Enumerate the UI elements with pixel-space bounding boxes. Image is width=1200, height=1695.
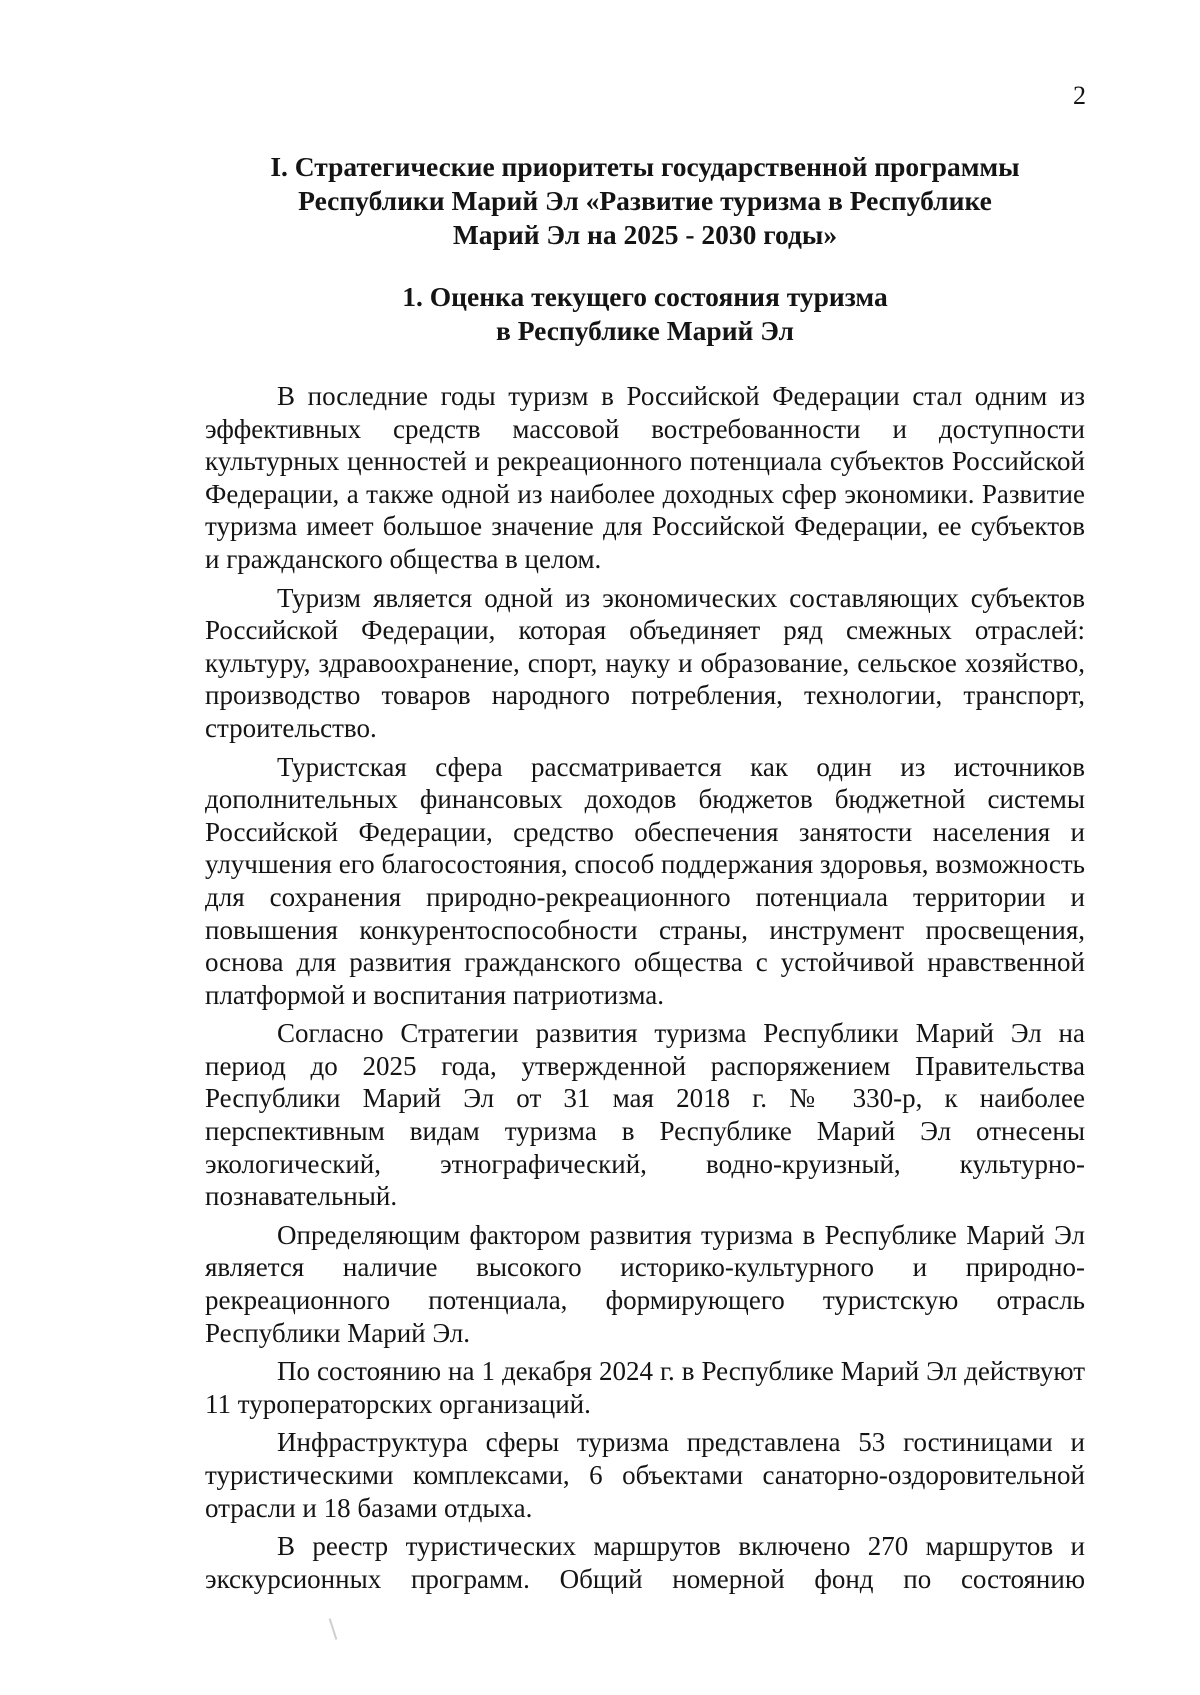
subsection-title-line: в Республике Марий Эл [495, 315, 794, 346]
paragraph: По состоянию на 1 декабря 2024 г. в Республике Марий Эл действуют 11 туроператорских организаций. [205, 1356, 1085, 1419]
paragraph: Определяющим фактором развития туризма в Республике Марий Эл является наличие высокого историко-культурного и природно-рекреационного потенциала, формирующего туристскую отрасль Республики Марий Эл. [205, 1219, 1085, 1348]
paragraph: В реестр туристических маршрутов включено 270 маршрутов и экскурсионных программ. Общий номерной фонд по состоянию [205, 1531, 1085, 1594]
paragraph: Туристская сфера рассматривается как один из источников дополнительных финансовых доходов бюджетов бюджетной системы Российской Федерации, средство обеспечения занятости населения и улучшения его благосостояния, способ поддержания здоровья, возможность для сохранения природно-рекреационного потенциала территории и повышения конкурентоспособности страны, инструмент просвещения, основа для развития гражданского общества с устойчивой нравственной платформой и воспитания патриотизма. [205, 751, 1085, 1010]
section-title [205, 150, 1085, 252]
section-title-line: Республики Марий Эл «Развитие туризма в Республике [298, 185, 992, 216]
subsection-title [205, 280, 1085, 348]
paragraph: Согласно Стратегии развития туризма Республики Марий Эл на период до 2025 года, утвержденной распоряжением Правительства Республики Марий Эл от 31 мая 2018 г. № 330-р, к наиболее перспективным видам туризма в Республике Марий Эл отнесены экологический, этнографический, водно-круизный, культурно-познавательный. [205, 1018, 1085, 1212]
scan-artifact [329, 1618, 338, 1640]
paragraph: В последние годы туризм в Российской Федерации стал одним из эффективных средств массовой востребованности и доступности культурных ценностей и рекреационного потенциала субъектов Российской Федерации, а также одной из наиболее доходных сфер экономики. Развитие туризма имеет большое значение для Российской Федерации, ее субъектов и гражданского общества в целом. [205, 381, 1085, 574]
page-number: 2 [1073, 81, 1086, 110]
subsection-title-line: 1. Оценка текущего состояния туризма [402, 281, 888, 312]
paragraph: Туризм является одной из экономических составляющих субъектов Российской Федерации, которая объединяет ряд смежных отраслей: культуру, здравоохранение, спорт, науку и образование, сельское хозяйство, производство товаров народного потребления, технологии, транспорт, строительство. [205, 582, 1085, 743]
paragraph: Инфраструктура сферы туризма представлена 53 гостиницами и туристическими комплексами, 6 объектами санаторно-оздоровительной отрасли и 18 базами отдыха. [205, 1427, 1085, 1523]
section-title-line: Марий Эл на 2025 - 2030 годы» [452, 219, 838, 250]
section-title-line: I. Стратегические приоритеты государственной программы [270, 151, 1020, 182]
body-text [205, 380, 1085, 1595]
